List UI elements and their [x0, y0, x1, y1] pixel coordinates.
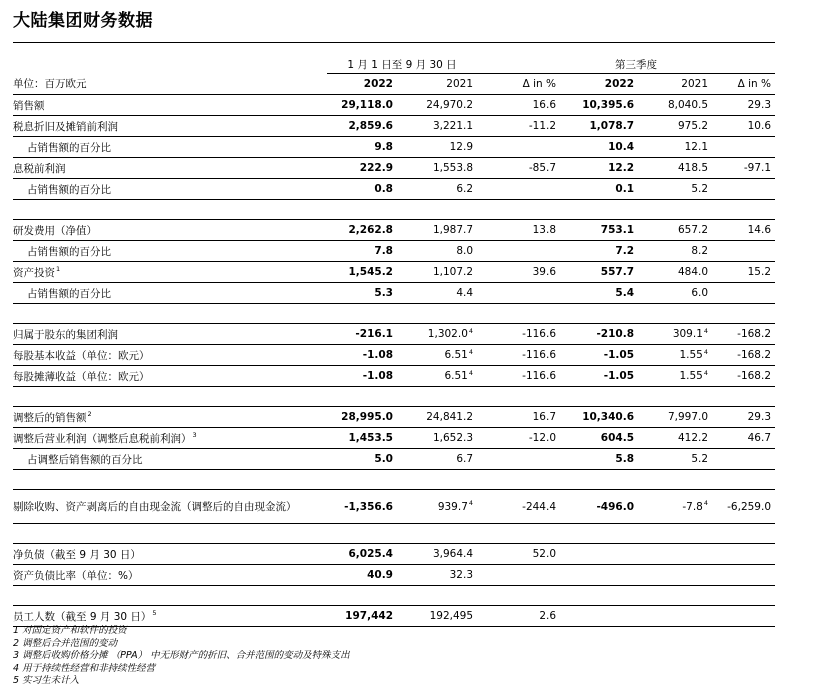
table-cell: -97.1: [712, 158, 775, 179]
table-cell: 5.0: [327, 449, 397, 470]
table-cell: [712, 565, 775, 586]
row-label: 调整后的销售额$^2$: [13, 407, 327, 428]
row-label: 研发费用（净值）: [13, 220, 327, 241]
table-cell: 6.51$^4$: [397, 345, 477, 366]
group-header-row: [13, 55, 775, 74]
table-cell: 0.8: [327, 179, 397, 200]
table-cell: 975.2: [638, 116, 712, 137]
table-cell: 2,262.8: [327, 220, 397, 241]
table-cell: 5.3: [327, 283, 397, 304]
table-cell: 52.0: [477, 544, 560, 565]
table-cell: 10,395.6: [560, 95, 638, 116]
row-label: 归属于股东的集团利润: [13, 324, 327, 345]
table-row: [13, 116, 775, 137]
table-cell: -85.7: [477, 158, 560, 179]
group-q3-label: 第三季度: [560, 55, 712, 74]
table-cell: 6.0: [638, 283, 712, 304]
table-row: [13, 345, 775, 366]
col-header: 2021: [638, 74, 712, 95]
footnote-ref: 4: [468, 499, 474, 507]
table-cell: 657.2: [638, 220, 712, 241]
table-cell: 13.8: [477, 220, 560, 241]
row-label: 每股摊薄收益（单位：欧元）: [13, 366, 327, 387]
row-label: 每股基本收益（单位：欧元）: [13, 345, 327, 366]
table-cell: -116.6: [477, 345, 560, 366]
col-header: 2021: [397, 74, 477, 95]
spacer-row: [13, 387, 775, 407]
table-cell: 28,995.0: [327, 407, 397, 428]
footnote-ref: 1: [56, 265, 61, 273]
table-row: [13, 158, 775, 179]
table-cell: 7,997.0: [638, 407, 712, 428]
table-cell: 10,340.6: [560, 407, 638, 428]
table-cell: -12.0: [477, 428, 560, 449]
table-cell: 1,078.7: [560, 116, 638, 137]
row-label: 销售额: [13, 95, 327, 116]
table-cell: [477, 449, 560, 470]
footnote-ref: 2: [87, 410, 92, 418]
table-cell: 418.5: [638, 158, 712, 179]
table-cell: 40.9: [327, 565, 397, 586]
table-cell: 16.7: [477, 407, 560, 428]
table-cell: 12.1: [638, 137, 712, 158]
title-rule: [13, 42, 775, 43]
footnote-ref: 4: [703, 347, 709, 356]
table-cell: 6.7: [397, 449, 477, 470]
column-header-row: [13, 74, 775, 95]
table-cell: 753.1: [560, 220, 638, 241]
table-row: [13, 95, 775, 116]
table-cell: 6.51$^4$: [397, 366, 477, 387]
spacer-row: [13, 524, 775, 544]
table-cell: 14.6: [712, 220, 775, 241]
row-label: 占销售额的百分比: [13, 179, 327, 200]
table-cell: 6.2: [397, 179, 477, 200]
footnote-ref: 4: [703, 368, 709, 377]
table-cell: 1.55$^4$: [638, 345, 712, 366]
spacer-row: [13, 304, 775, 324]
row-label: 占销售额的百分比: [13, 137, 327, 158]
table-row: [13, 324, 775, 345]
table-cell: 7.8: [327, 241, 397, 262]
table-cell: [712, 449, 775, 470]
table-cell: [712, 137, 775, 158]
table-cell: -168.2: [712, 345, 775, 366]
table-row: [13, 544, 775, 565]
table-row: [13, 283, 775, 304]
table-cell: -1,356.6: [327, 490, 397, 524]
table-cell: -1.05: [560, 366, 638, 387]
table-row: [13, 449, 775, 470]
table-cell: 1,302.0$^4$: [397, 324, 477, 345]
table-cell: 557.7: [560, 262, 638, 283]
table-cell: 32.3: [397, 565, 477, 586]
table-cell: 1,107.2: [397, 262, 477, 283]
table-cell: -210.8: [560, 324, 638, 345]
table-row: [13, 137, 775, 158]
table-cell: [712, 179, 775, 200]
footnote-ref: 4: [703, 326, 709, 335]
table-cell: 8.0: [397, 241, 477, 262]
table-cell: 15.2: [712, 262, 775, 283]
table-cell: 192,495: [397, 606, 477, 627]
table-cell: $-7.8^4$: [638, 490, 712, 524]
table-cell: -11.2: [477, 116, 560, 137]
table-cell: [712, 606, 775, 627]
table-cell: 29.3: [712, 407, 775, 428]
footnote: 2 调整后合并范围的变动: [13, 637, 118, 649]
table-cell: 6,025.4: [327, 544, 397, 565]
spacer-row: [13, 470, 775, 490]
row-label: 员工人数（截至 9 月 30 日）$^5$: [13, 606, 327, 627]
table-cell: 10.4: [560, 137, 638, 158]
table-cell: -1.08: [327, 366, 397, 387]
table-cell: 1,553.8: [397, 158, 477, 179]
table-cell: 3,964.4: [397, 544, 477, 565]
col-header: 2022: [560, 74, 638, 95]
row-label: 剔除收购、资产剥离后的自由现金流（调整后的自由现金流）: [13, 490, 327, 524]
row-label: 调整后营业利润（调整后息税前利润）$^3$: [13, 428, 327, 449]
table-cell: 29,118.0: [327, 95, 397, 116]
table-row: [13, 241, 775, 262]
group-ytd-label: 1 月 1 日至 9 月 30 日: [327, 55, 477, 74]
footnote-ref: 4: [468, 368, 474, 377]
row-label: 息税前利润: [13, 158, 327, 179]
table-cell: [477, 179, 560, 200]
table-cell: 604.5: [560, 428, 638, 449]
table-cell: 2,859.6: [327, 116, 397, 137]
col-header: Δ in %: [477, 74, 560, 95]
table-cell: [477, 565, 560, 586]
unit-label: 单位：百万欧元: [13, 74, 327, 95]
table-cell: 939.7$^4$: [397, 490, 477, 524]
table-cell: [560, 565, 638, 586]
financial-table: [13, 55, 775, 627]
table-cell: 9.8: [327, 137, 397, 158]
table-cell: -216.1: [327, 324, 397, 345]
table-cell: 8.2: [638, 241, 712, 262]
table-cell: [638, 565, 712, 586]
row-label: 占销售额的百分比: [13, 241, 327, 262]
table-cell: 10.6: [712, 116, 775, 137]
table-cell: 12.9: [397, 137, 477, 158]
table-cell: 1,453.5: [327, 428, 397, 449]
table-cell: -244.4: [477, 490, 560, 524]
table-cell: [560, 606, 638, 627]
table-cell: 197,442: [327, 606, 397, 627]
footnote-ref: 5: [152, 609, 157, 617]
table-cell: 46.7: [712, 428, 775, 449]
table-cell: [712, 283, 775, 304]
table-row: [13, 565, 775, 586]
table-cell: [477, 283, 560, 304]
table-cell: 5.2: [638, 449, 712, 470]
table-cell: [712, 544, 775, 565]
table-cell: -1.05: [560, 345, 638, 366]
spacer-row: [13, 200, 775, 220]
footnote-ref: 3: [192, 431, 197, 439]
table-cell: -6,259.0: [712, 490, 775, 524]
table-cell: 39.6: [477, 262, 560, 283]
table-cell: -496.0: [560, 490, 638, 524]
table-cell: 12.2: [560, 158, 638, 179]
table-cell: -116.6: [477, 366, 560, 387]
footnote: 4 用于持续性经营和非持续性经营: [13, 662, 156, 674]
table-row: [13, 262, 775, 283]
table-cell: 4.4: [397, 283, 477, 304]
table-row: [13, 428, 775, 449]
table-cell: [638, 606, 712, 627]
footnote: 5 实习生未计入: [13, 675, 80, 686]
table-cell: 24,841.2: [397, 407, 477, 428]
spacer-row: [13, 586, 775, 606]
row-label: 净负债（截至 9 月 30 日）: [13, 544, 327, 565]
table-cell: [712, 241, 775, 262]
footnote-ref: 4: [468, 347, 474, 356]
table-cell: 412.2: [638, 428, 712, 449]
table-cell: -1.08: [327, 345, 397, 366]
table-cell: 1,652.3: [397, 428, 477, 449]
row-label: 资产负债比率（单位：%）: [13, 565, 327, 586]
table-row: [13, 490, 775, 524]
table-cell: 24,970.2: [397, 95, 477, 116]
table-cell: 222.9: [327, 158, 397, 179]
table-cell: 1.55$^4$: [638, 366, 712, 387]
table-cell: 7.2: [560, 241, 638, 262]
table-cell: 3,221.1: [397, 116, 477, 137]
table-cell: 5.4: [560, 283, 638, 304]
table-cell: [477, 241, 560, 262]
table-cell: 2.6: [477, 606, 560, 627]
footnote-ref: 4: [468, 326, 474, 335]
table-row: [13, 366, 775, 387]
table-cell: 5.2: [638, 179, 712, 200]
table-cell: 309.1$^4$: [638, 324, 712, 345]
table-cell: -168.2: [712, 366, 775, 387]
table-cell: 1,987.7: [397, 220, 477, 241]
table-cell: 29.3: [712, 95, 775, 116]
table-cell: 0.1: [560, 179, 638, 200]
table-row: [13, 606, 775, 627]
footnotes: [13, 625, 350, 688]
table-cell: [560, 544, 638, 565]
footnote-ref: 4: [703, 499, 709, 507]
row-label: 税息折旧及摊销前利润: [13, 116, 327, 137]
footnote: 3 调整后收购价格分摊 （PPA） 中无形财产的折旧、合并范围的变动及特殊支出: [13, 650, 350, 661]
row-label: 资产投资$^1$: [13, 262, 327, 283]
table-cell: -168.2: [712, 324, 775, 345]
footnote: 1 对固定资产和软件的投资: [13, 625, 127, 636]
table-cell: 1,545.2: [327, 262, 397, 283]
page-title: 大陆集团财务数据: [13, 11, 153, 31]
row-label: 占调整后销售额的百分比: [13, 449, 327, 470]
col-header: Δ in %: [712, 74, 775, 95]
table-row: [13, 220, 775, 241]
table-cell: 484.0: [638, 262, 712, 283]
table-cell: 8,040.5: [638, 95, 712, 116]
table-cell: 5.8: [560, 449, 638, 470]
table-cell: [477, 137, 560, 158]
table-row: [13, 407, 775, 428]
table-cell: [638, 544, 712, 565]
table-row: [13, 179, 775, 200]
table-cell: -116.6: [477, 324, 560, 345]
row-label: 占销售额的百分比: [13, 283, 327, 304]
table-cell: 16.6: [477, 95, 560, 116]
col-header: 2022: [327, 74, 397, 95]
